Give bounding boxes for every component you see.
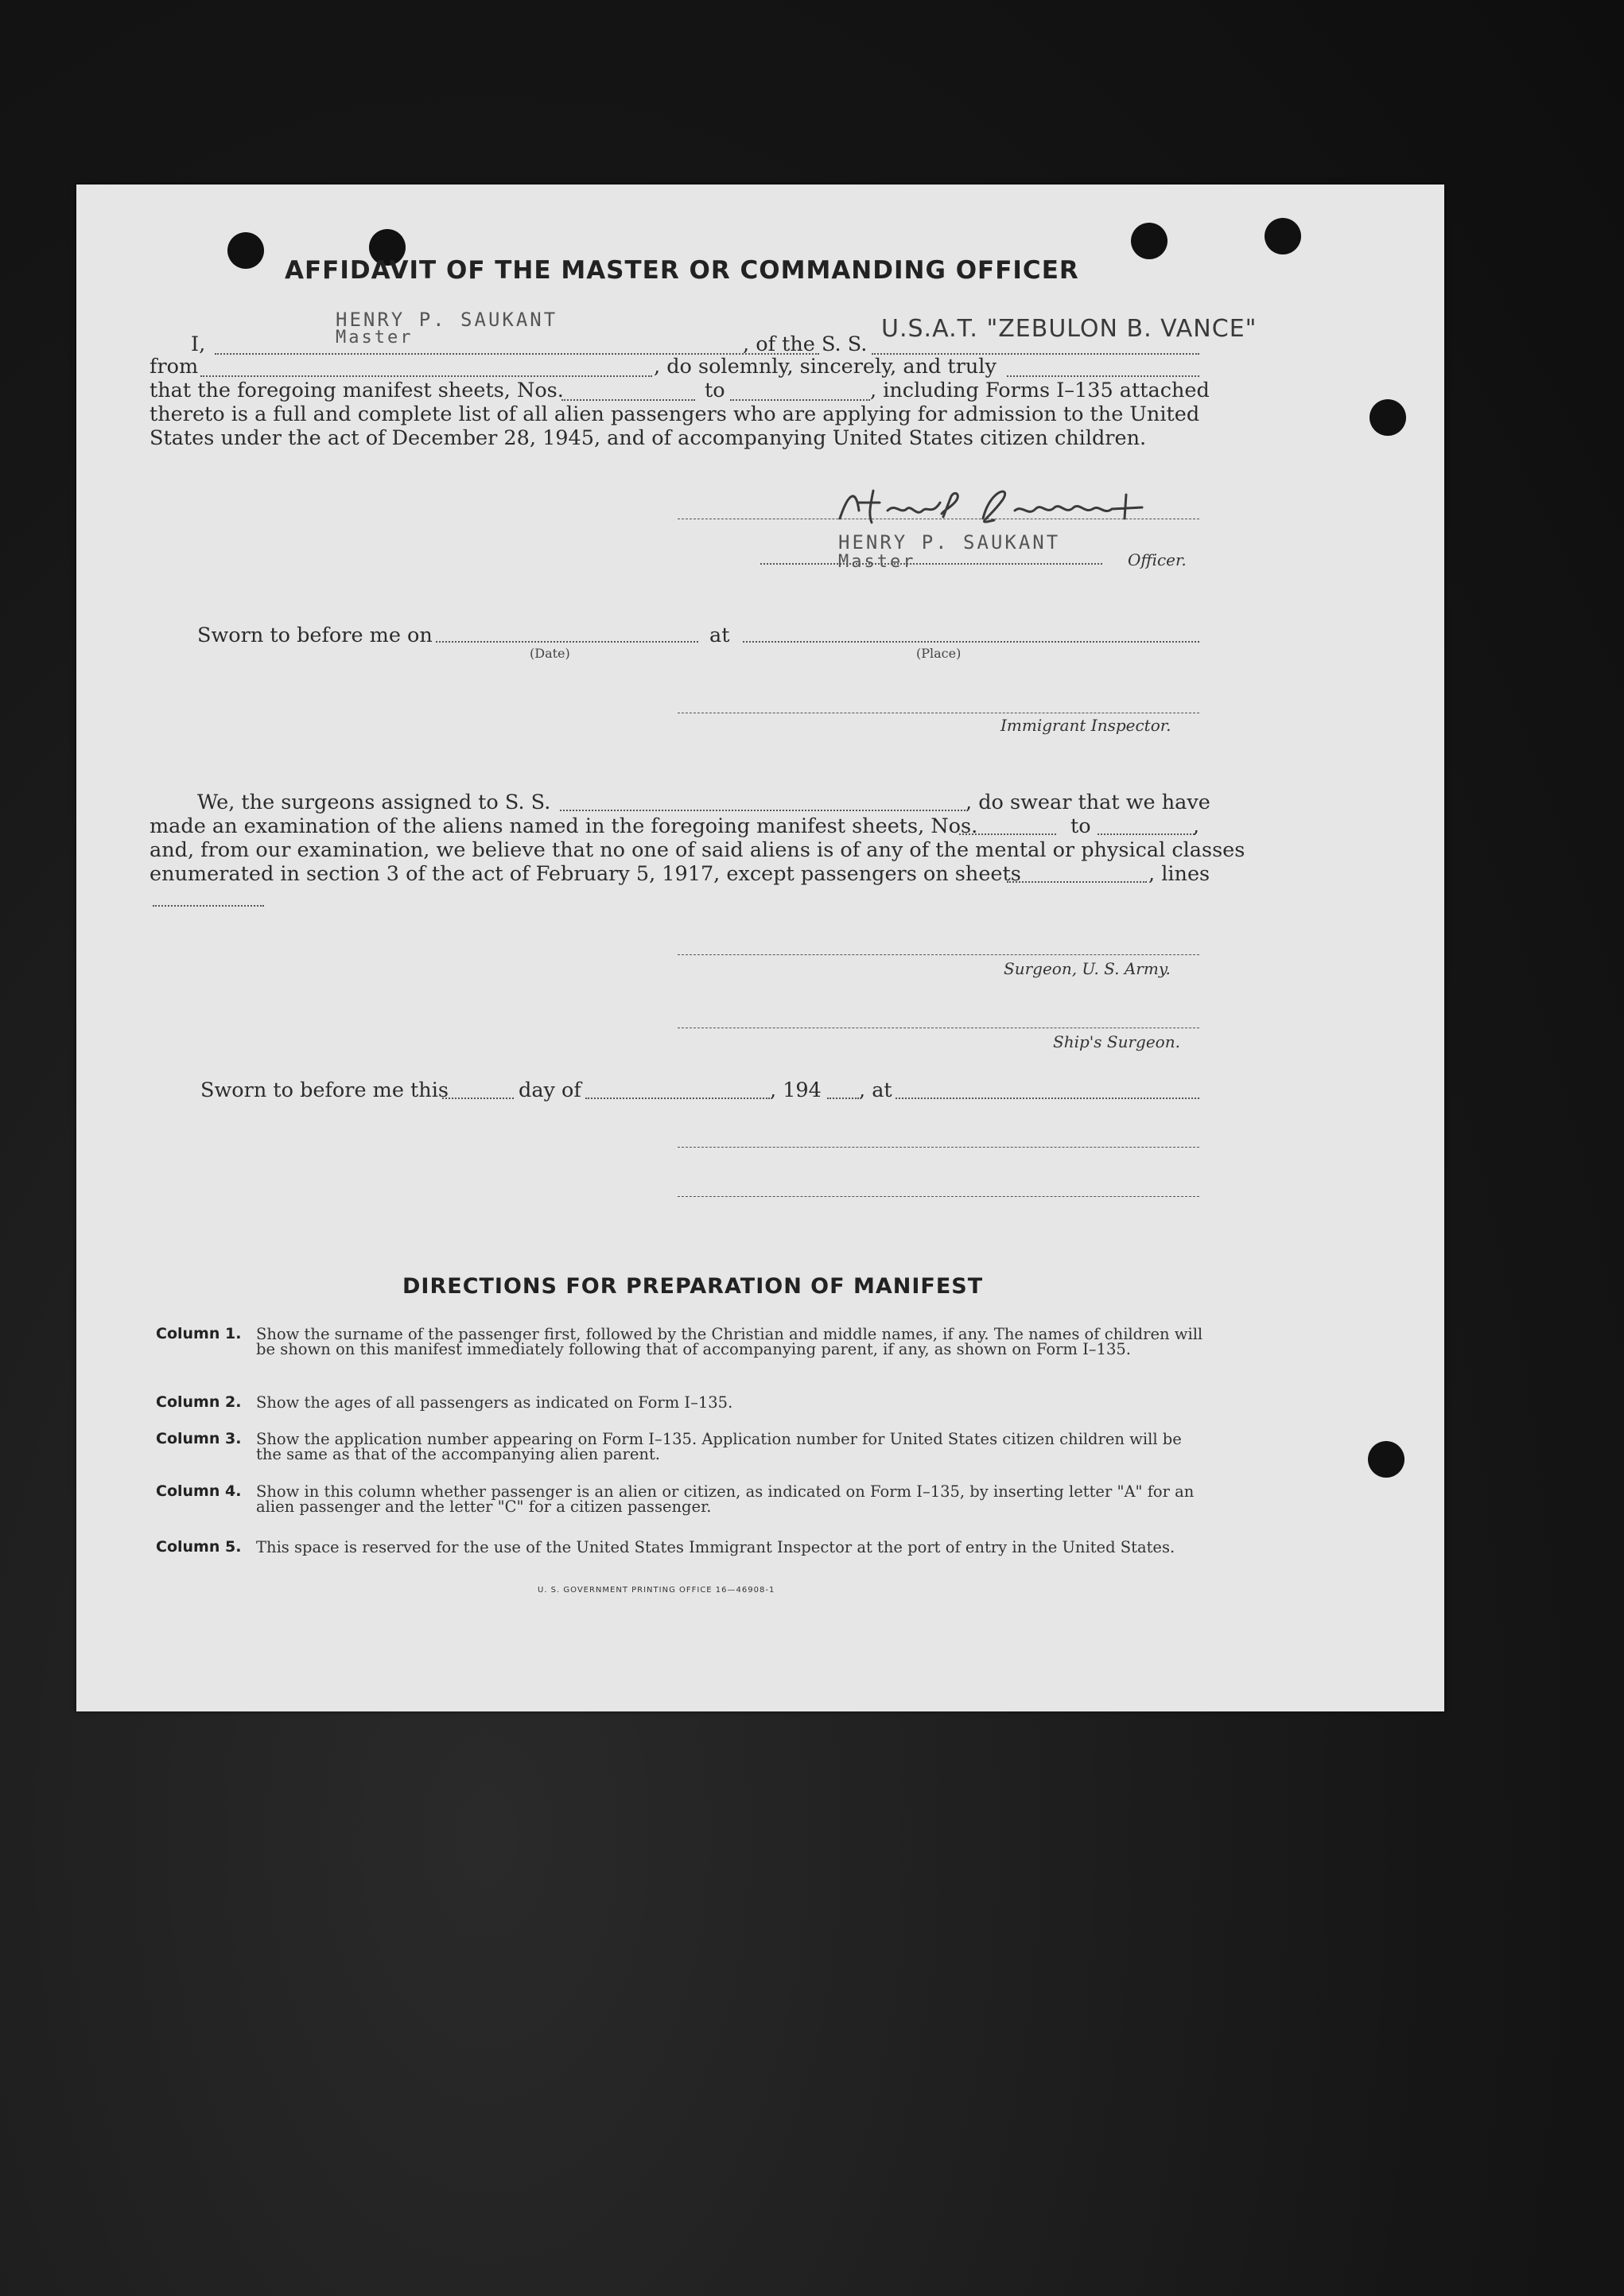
column-3-label: Column 3. (156, 1430, 242, 1447)
sworn2-day-line (442, 1097, 514, 1099)
sworn2-year: , 194 (770, 1078, 822, 1102)
solemnly-text: , do solemnly, sincerely, and truly (654, 355, 997, 379)
truly-line (1007, 375, 1199, 377)
surgeons-line3: and, from our examination, we believe that no one of said aliens is of any of the mental or physical classes (150, 838, 1245, 862)
column-3-text: Show the application number appearing on Form I–135. Application number for United States citizen children will be the same as that of the accompanying alien parent. (256, 1430, 1182, 1463)
sheets-to-line (730, 399, 870, 401)
column-2-label: Column 2. (156, 1393, 242, 1411)
affidavit-line4: thereto is a full and complete list of all alien passengers who are applying for admission to the United (150, 402, 1200, 426)
sheets-from-line (561, 399, 695, 401)
column-4-label: Column 4. (156, 1482, 242, 1500)
column-1-text: Show the surname of the passenger first, followed by the Christian and middle names, if any. The names of children will be shown on this manifest immediately following that of accompanying parent, if any, as shown on Form I–135. (256, 1325, 1203, 1358)
sworn2-year-line (827, 1097, 859, 1099)
punch-hole (1265, 218, 1301, 254)
punch-hole (227, 232, 264, 269)
sworn2-day-of: day of (519, 1078, 581, 1102)
manifest-sheets-text: that the foregoing manifest sheets, Nos. (150, 379, 564, 402)
manifest-page (76, 185, 1444, 1711)
directions-title: DIRECTIONS FOR PREPARATION OF MANIFEST (402, 1274, 984, 1299)
column-5-label: Column 5. (156, 1538, 242, 1556)
immigrant-inspector-label: Immigrant Inspector. (1000, 716, 1171, 735)
sworn2-sign-line-2 (678, 1196, 1199, 1197)
army-surgeon-label: Surgeon, U. S. Army. (1004, 959, 1171, 978)
surgeons-line2-a: made an examination of the aliens named in the foregoing manifest sheets, Nos. (150, 814, 978, 838)
handwritten-signature (824, 479, 1174, 534)
column-1-label: Column 1. (156, 1325, 242, 1342)
surgeons-line1-b: , do swear that we have (965, 791, 1210, 814)
sworn2-place-line (896, 1097, 1199, 1099)
column-2-text: Show the ages of all passengers as indicated on Form I–135. (256, 1393, 733, 1412)
punch-hole (1368, 1441, 1404, 1478)
column-4-text: Show in this column whether passenger is an alien or citizen, as indicated on Form I–135, by inserting letter "A" for an alien passenger and the letter "C" for a citizen passenger. (256, 1482, 1195, 1516)
affidavit-line5: States under the act of December 28, 1945, and of accompanying United States citizen children. (150, 426, 1147, 450)
ship-name-stamp: U.S.A.T. "ZEBULON B. VANCE" (881, 315, 1257, 343)
punch-hole (1370, 399, 1406, 436)
sworn2-at: , at (859, 1078, 892, 1102)
army-surgeon-line (678, 954, 1199, 955)
lines-line (153, 905, 264, 907)
except-sheets-line (1007, 881, 1147, 883)
surgeon-sheets-from-line (959, 833, 1056, 835)
column-5-text: This space is reserved for the use of the United States Immigrant Inspector at the port of entry in the United States. (256, 1538, 1175, 1556)
surgeons-line4-b: , lines (1148, 862, 1210, 886)
officer-line (760, 563, 1102, 565)
sworn-place-line (743, 641, 1199, 643)
typed-master-name: HENRY P. SAUKANT (336, 309, 558, 331)
surgeons-line2-end: , (1193, 814, 1200, 838)
sworn2-month-line (585, 1097, 770, 1099)
i-prefix: I, (191, 332, 206, 356)
typed-master-rank: Master (336, 328, 414, 348)
punch-hole (1131, 223, 1167, 259)
sheets-to-label: to (705, 379, 725, 402)
ship-surgeon-label: Ship's Surgeon. (1053, 1032, 1180, 1051)
printing-office-footer: U. S. GOVERNMENT PRINTING OFFICE 16—46908-1 (538, 1586, 775, 1595)
place-caption: (Place) (916, 646, 962, 661)
of-the-ss: , of the S. S. (743, 332, 868, 356)
surgeons-line4-a: enumerated in section 3 of the act of February 5, 1917, except passengers on sheets (150, 862, 1021, 886)
surgeons-line1-a: We, the surgeons assigned to S. S. (197, 791, 551, 814)
sworn-at: at (709, 624, 730, 647)
surgeons-line2-to: to (1070, 814, 1091, 838)
officer-label: Officer. (1128, 550, 1187, 569)
including-forms-text: , including Forms I–135 attached (870, 379, 1210, 402)
surgeon-sheets-to-line (1098, 833, 1195, 835)
officer-typed-name: HENRY P. SAUKANT (838, 531, 1061, 554)
sworn-before-on: Sworn to before me on (197, 624, 433, 647)
from-line (200, 375, 652, 377)
date-caption: (Date) (530, 646, 570, 661)
sworn2-sign-line-1 (678, 1147, 1199, 1148)
sworn-date-line (436, 641, 698, 643)
officer-typed-rank: Master (838, 552, 916, 572)
affidavit-title: AFFIDAVIT OF THE MASTER OR COMMANDING OFFICER (285, 256, 1079, 285)
from-label: from (150, 355, 199, 379)
sworn2-text: Sworn to before me this (200, 1078, 449, 1102)
surgeon-ship-line (560, 810, 965, 811)
